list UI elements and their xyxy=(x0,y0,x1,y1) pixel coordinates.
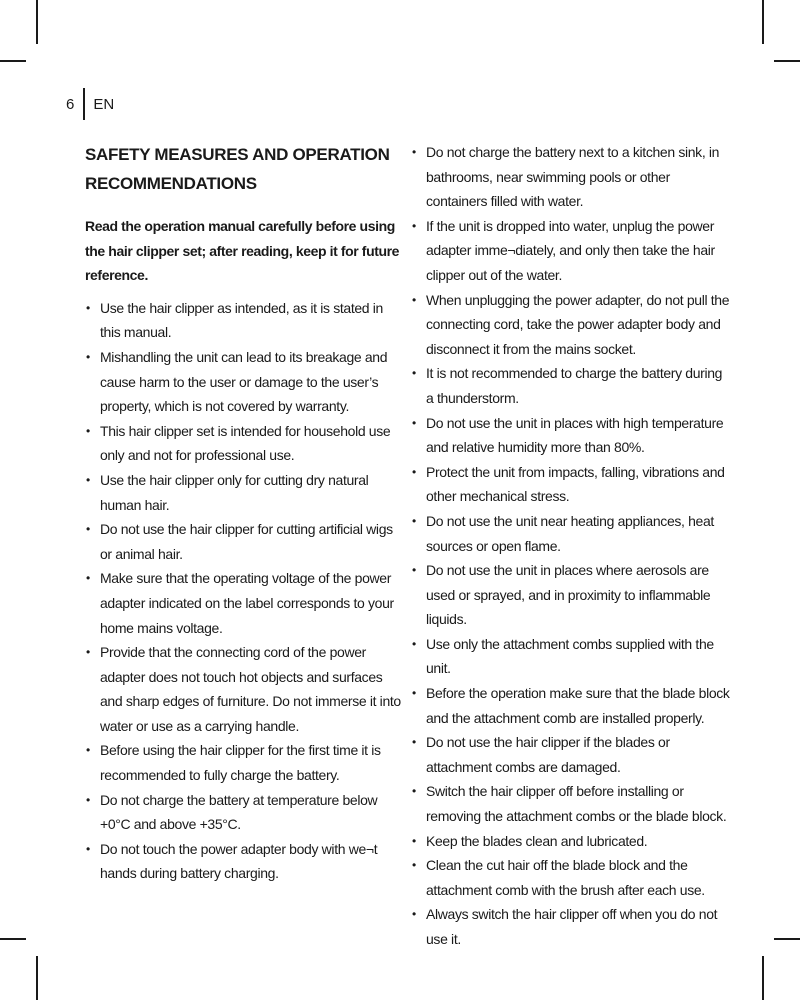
list-item: • Always switch the hair clipper off when you do not use it. xyxy=(411,902,733,951)
list-item: • Do not use the hair clipper for cutting artificial wigs or animal hair. xyxy=(85,517,403,566)
list-item: • Make sure that the operating voltage of the power adapter indicated on the label corresponds to your home mains voltage. xyxy=(85,566,403,640)
left-bullet-list xyxy=(85,296,403,886)
intro-paragraph: Read the operation manual carefully before using the hair clipper set; after reading, keep it for future reference. xyxy=(85,218,400,284)
list-item: • Keep the blades clean and lubricated. xyxy=(411,829,733,854)
list-item: • Do not charge the battery next to a kitchen sink, in bathrooms, near swimming pools or other containers filled with water. xyxy=(411,140,733,214)
crop-mark-top-left-vertical xyxy=(36,0,38,44)
page-header xyxy=(66,88,114,120)
crop-mark-bottom-left-horizontal xyxy=(0,938,26,940)
crop-mark-top-left-horizontal xyxy=(0,60,26,62)
list-item: • Use the hair clipper as intended, as it is stated in this manual. xyxy=(85,296,403,345)
list-item: • Use the hair clipper only for cutting dry natural human hair. xyxy=(85,468,403,517)
list-item: • Do not use the hair clipper if the blades or attachment combs are damaged. xyxy=(411,730,733,779)
crop-mark-bottom-right-horizontal xyxy=(774,938,800,940)
list-item: • Do not use the unit near heating appliances, heat sources or open flame. xyxy=(411,509,733,558)
right-column xyxy=(411,140,733,952)
list-item: • Before using the hair clipper for the first time it is recommended to fully charge the battery. xyxy=(85,738,403,787)
list-item: • Protect the unit from impacts, falling, vibrations and other mechanical stress. xyxy=(411,460,733,509)
list-item: • When unplugging the power adapter, do not pull the connecting cord, take the power adapter body and disconnect it from the mains socket. xyxy=(411,288,733,362)
list-item: • Do not use the unit in places where aerosols are used or sprayed, and in proximity to inflammable liquids. xyxy=(411,558,733,632)
list-item: • Do not touch the power adapter body with we¬t hands during battery charging. xyxy=(85,837,403,886)
header-divider xyxy=(83,88,85,120)
section-title: SAFETY MEASURES AND OPERATION RECOMMENDATIONS xyxy=(85,145,390,193)
list-item: • It is not recommended to charge the battery during a thunderstorm. xyxy=(411,361,733,410)
list-item: • Do not charge the battery at temperature below +0°C and above +35°C. xyxy=(85,788,403,837)
list-item: • Switch the hair clipper off before installing or removing the attachment combs or the blade block. xyxy=(411,779,733,828)
right-bullet-list xyxy=(411,140,733,952)
crop-mark-top-right-horizontal xyxy=(774,60,800,62)
list-item: • Clean the cut hair off the blade block and the attachment comb with the brush after each use. xyxy=(411,853,733,902)
list-item: • Use only the attachment combs supplied with the unit. xyxy=(411,632,733,681)
left-column xyxy=(85,140,403,886)
language-code: EN xyxy=(93,95,115,113)
list-item: • This hair clipper set is intended for household use only and not for professional use. xyxy=(85,419,403,468)
crop-mark-bottom-left-vertical xyxy=(36,956,38,1000)
list-item: • If the unit is dropped into water, unplug the power adapter imme¬diately, and only then take the hair clipper out of the water. xyxy=(411,214,733,288)
list-item: • Mishandling the unit can lead to its breakage and cause harm to the user or damage to the user’s property, which is not covered by warranty. xyxy=(85,345,403,419)
list-item: • Provide that the connecting cord of the power adapter does not touch hot objects and surfaces and sharp edges of furniture. Do not immerse it into water or use as a carrying handle. xyxy=(85,640,403,738)
list-item: • Do not use the unit in places with high temperature and relative humidity more than 80%. xyxy=(411,411,733,460)
list-item: • Before the operation make sure that the blade block and the attachment comb are installed properly. xyxy=(411,681,733,730)
crop-mark-bottom-right-vertical xyxy=(762,956,764,1000)
page-number: 6 xyxy=(66,95,75,113)
crop-mark-top-right-vertical xyxy=(762,0,764,44)
